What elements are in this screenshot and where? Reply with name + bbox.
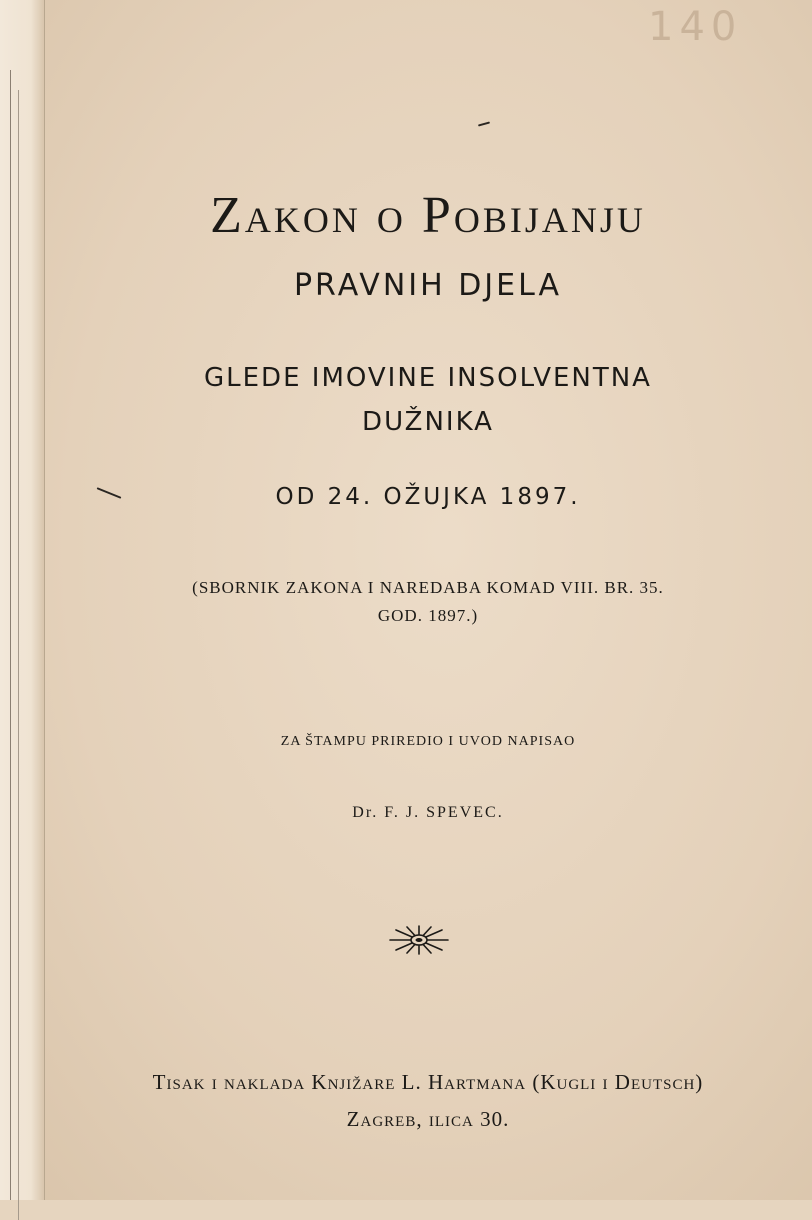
reference-line-2: GOD. 1897.) <box>377 606 479 625</box>
author-name: Dr. F. J. SPEVEC. <box>352 804 504 821</box>
ink-mark <box>478 121 490 126</box>
sunburst-ornament-icon <box>386 924 452 956</box>
reference-line-1: (SBORNIK ZAKONA I NAREDABA KOMAD VIII. BR. 35. <box>192 578 664 597</box>
book-spine <box>0 0 45 1200</box>
subject-line-1: GLEDE IMOVINE INSOLVENTNA <box>204 363 652 393</box>
publisher-line: Tisak i naklada Knjižare L. Hartmana (Kugli i Deutsch) <box>152 1070 704 1094</box>
publisher-address: Zagreb, ilica 30. <box>346 1107 510 1131</box>
subject-line-2: DUŽNIKA <box>362 407 494 437</box>
spine-edge-line <box>10 70 11 1200</box>
spine-edge-line <box>18 90 19 1220</box>
editor-line: ZA ŠTAMPU PRIREDIO I UVOD NAPISAO <box>280 734 576 749</box>
book-subtitle: PRAVNIH DJELA <box>293 268 563 303</box>
book-title: Zakon o Pobijanju <box>210 187 646 244</box>
law-date: OD 24. OŽUJKA 1897. <box>275 484 581 510</box>
handwritten-note: 140 <box>648 4 743 50</box>
